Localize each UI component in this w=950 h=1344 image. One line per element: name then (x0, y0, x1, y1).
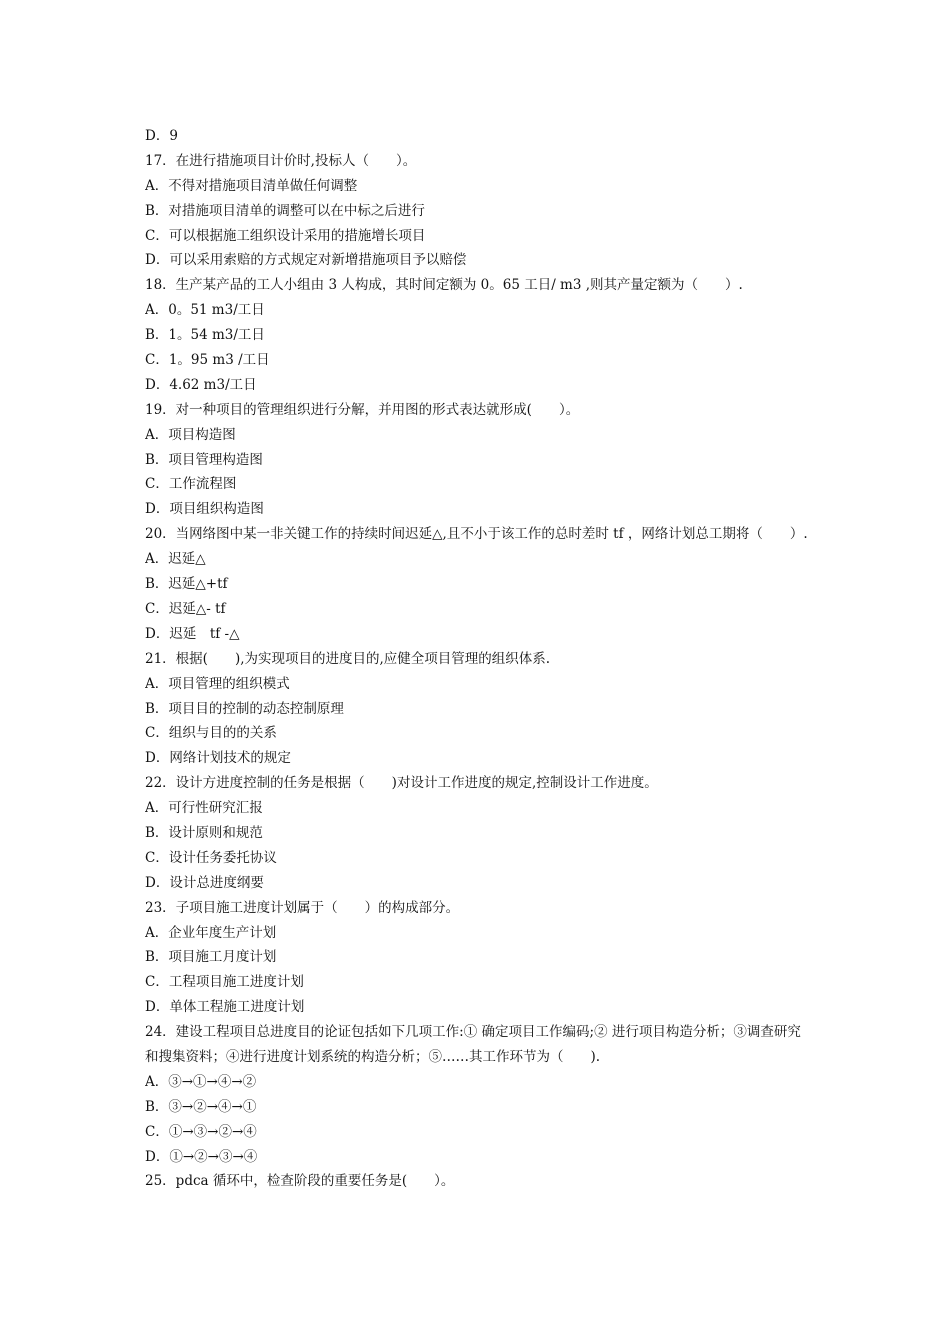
option-c: C．设计任务委托协议 (145, 849, 277, 866)
question-23: 23．子项目施工进度计划属于（ ）的构成部分。 (145, 899, 460, 916)
option-c: C．可以根据施工组织设计采用的措施增长项目 (145, 227, 426, 244)
question-24: 24．建设工程项目总进度目的论证包括如下几项工作:① 确定项目工作编码;② 进行项目构造分析；③调查研究和搜集资料；④进行进度计划系统的构造分析；⑤……其工作环节为（ ). (145, 1024, 801, 1065)
option-a: A．项目管理的组织模式 (145, 675, 290, 692)
option-c: C．工程项目施工进度计划 (145, 974, 304, 991)
option-a: A．③→①→④→② (145, 1073, 257, 1090)
option-b: B．对措施项目清单的调整可以在中标之后进行 (145, 202, 425, 219)
option-a: A．可行性研究汇报 (145, 800, 263, 817)
option-b: B．项目管理构造图 (145, 451, 263, 468)
question-25: 25．pdca 循环中，检查阶段的重要任务是( ）。 (145, 1173, 455, 1190)
option-d: D．迟延 tf -△ (145, 625, 240, 642)
option-d: D．9 (145, 128, 178, 144)
option-d: D．网络计划技术的规定 (145, 750, 291, 767)
question-20: 20．当网络图中某一非关键工作的持续时间迟延△,且不小于该工作的总时差时 tf ，网络计划总工期将（ ）. (145, 526, 808, 543)
option-a: A．0。51 m3/工日 (145, 302, 265, 319)
option-a: A．迟延△ (145, 551, 206, 568)
option-b: B．1。54 m3/工日 (145, 327, 265, 344)
option-c: C．迟延△- tf (145, 600, 226, 617)
option-d: D．单体工程施工进度计划 (145, 999, 305, 1016)
option-a: A．不得对措施项目清单做任何调整 (145, 177, 358, 194)
question-22: 22．设计方进度控制的任务是根据（ )对设计工作进度的规定,控制设计工作进度。 (145, 775, 658, 792)
option-c: C．组织与目的的关系 (145, 725, 277, 742)
question-18: 18．生产某产品的工人小组由 3 人构成，其时间定额为 0。65 工日/ m3 ,则其产量定额为（ ）. (145, 277, 743, 294)
option-a: A．企业年度生产计划 (145, 924, 277, 941)
option-c: C．①→③→②→④ (145, 1123, 257, 1140)
option-d: D．①→②→③→④ (145, 1148, 258, 1165)
option-d: D．4.62 m3/工日 (145, 376, 257, 393)
option-b: B．设计原则和规范 (145, 824, 263, 841)
option-b: B．迟延△+tf (145, 576, 228, 593)
option-c: C．工作流程图 (145, 476, 237, 493)
option-d: D．可以采用索赔的方式规定对新增措施项目予以赔偿 (145, 252, 467, 269)
option-b: B．项目施工月度计划 (145, 949, 277, 966)
option-b: B．项目目的控制的动态控制原理 (145, 700, 344, 717)
question-19: 19．对一种项目的管理组织进行分解，并用图的形式表达就形成( ）。 (145, 401, 580, 418)
option-a: A．项目构造图 (145, 426, 236, 443)
document-page (145, 124, 810, 1194)
option-d: D．设计总进度纲要 (145, 874, 264, 891)
option-d: D．项目组织构造图 (145, 501, 264, 518)
option-c: C．1。95 m3 /工日 (145, 352, 270, 369)
question-17: 17．在进行措施项目计价时,投标人（ ）。 (145, 152, 417, 169)
question-21: 21．根据( ),为实现项目的进度目的,应健全项目管理的组织体系. (145, 650, 551, 667)
option-b: B．③→②→④→① (145, 1098, 257, 1115)
